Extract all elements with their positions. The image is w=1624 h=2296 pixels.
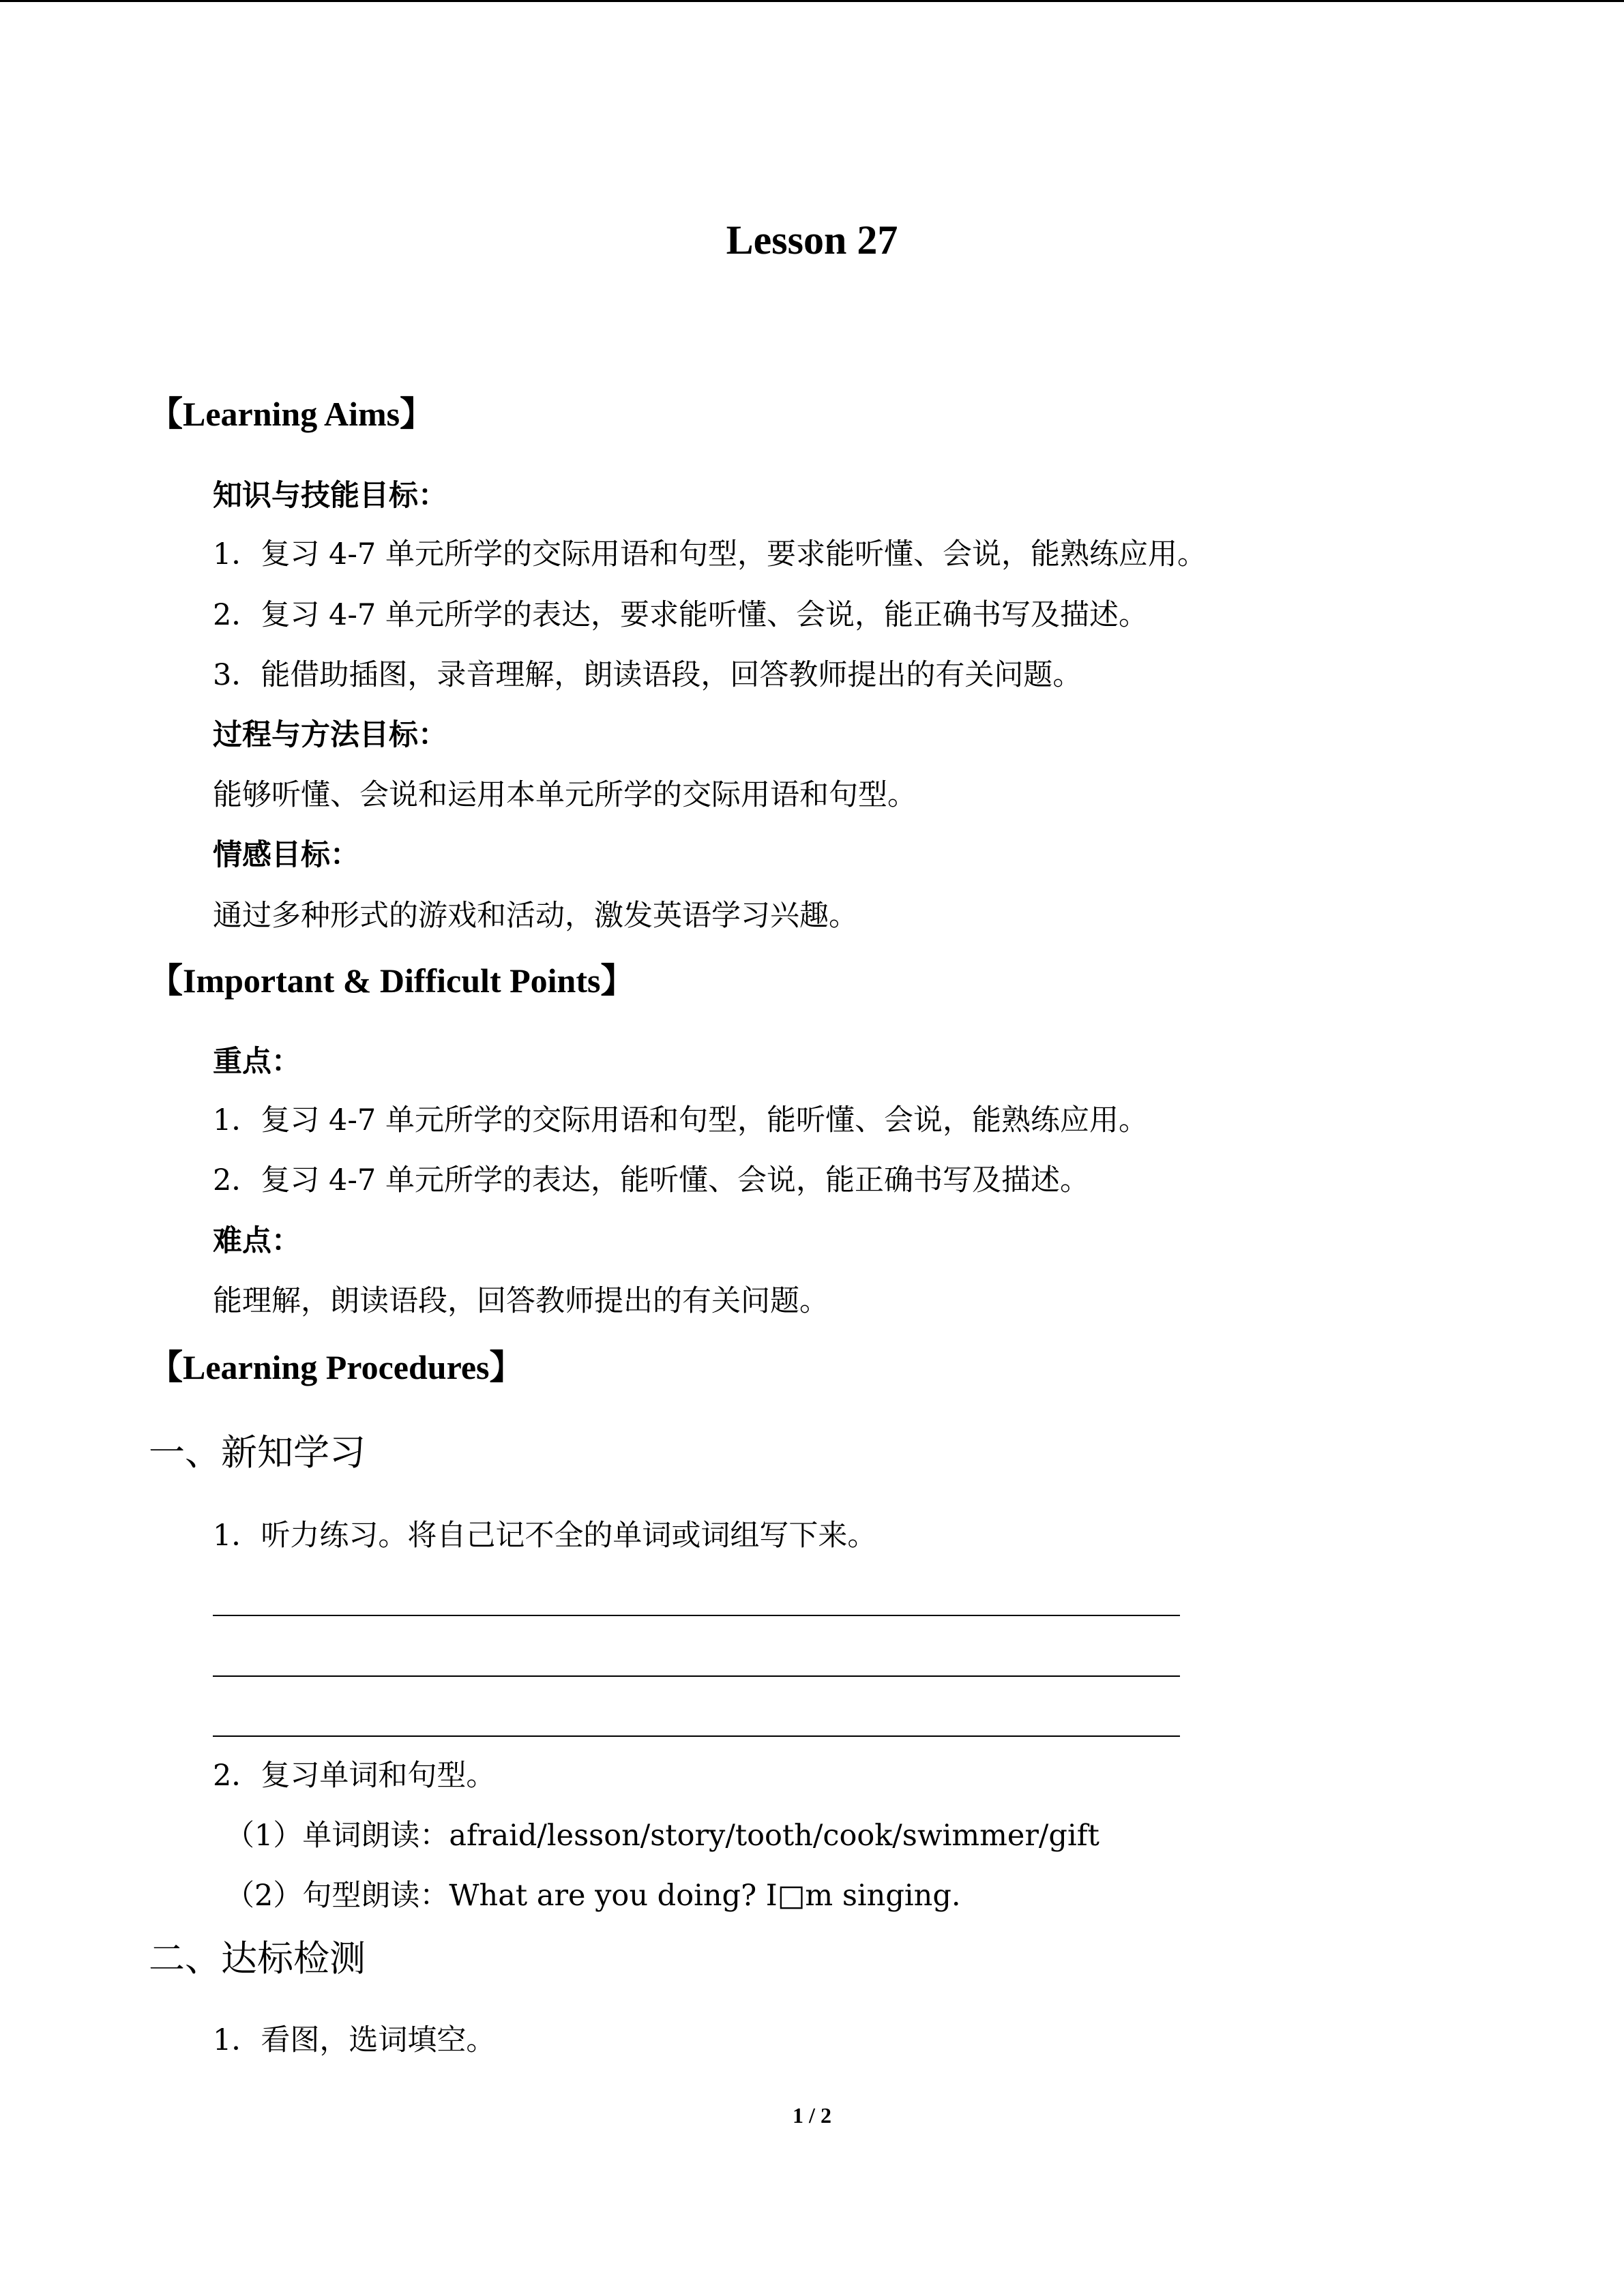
heading-learning-procedures: 【Learning Procedures】 [149, 1348, 524, 1386]
top-border [0, 0, 1624, 2]
knowledge-skill-heading: 知识与技能目标： [213, 479, 447, 513]
part-assessment: 二、达标检测 [149, 1938, 366, 1980]
aim-item-1: 1．复习 4-7 单元所学的交际用语和句型，要求能听懂、会说，能熟练应用。 [213, 537, 1207, 571]
word-reading-subitem: （1）单词朗读：afraid/lesson/story/tooth/cook/swimmer/gift [225, 1819, 1099, 1853]
heading-important-difficult: 【Important & Difficult Points】 [149, 961, 635, 1000]
answer-blank-line[interactable] [213, 1615, 1180, 1616]
review-words-item: 2．复习单词和句型。 [213, 1759, 496, 1793]
emotion-text: 通过多种形式的游戏和活动，激发英语学习兴趣。 [213, 899, 858, 933]
process-method-text: 能够听懂、会说和运用本单元所学的交际用语和句型。 [213, 778, 917, 812]
answer-blank-line[interactable] [213, 1735, 1180, 1737]
page-title: Lesson 27 [726, 218, 898, 263]
listening-practice-item: 1．听力练习。将自己记不全的单词或词组写下来。 [213, 1519, 877, 1553]
key-point-2: 2．复习 4-7 单元所学的表达，能听懂、会说，能正确书写及描述。 [213, 1163, 1089, 1197]
heading-learning-aims: 【Learning Aims】 [149, 395, 434, 433]
key-points-heading: 重点： [213, 1045, 301, 1079]
page-number: 1 / 2 [793, 2103, 831, 2128]
answer-blank-line[interactable] [213, 1675, 1180, 1677]
part-new-knowledge: 一、新知学习 [149, 1432, 366, 1474]
aim-item-2: 2．复习 4-7 单元所学的表达，要求能听懂、会说，能正确书写及描述。 [213, 598, 1148, 632]
aim-item-3: 3．能借助插图，录音理解，朗读语段，回答教师提出的有关问题。 [213, 658, 1082, 692]
difficult-points-heading: 难点： [213, 1224, 301, 1258]
picture-fill-item: 1．看图，选词填空。 [213, 2023, 496, 2057]
process-method-heading: 过程与方法目标： [213, 718, 447, 752]
difficult-point-text: 能理解，朗读语段，回答教师提出的有关问题。 [213, 1284, 829, 1318]
key-point-1: 1．复习 4-7 单元所学的交际用语和句型，能听懂、会说，能熟练应用。 [213, 1103, 1148, 1137]
emotion-heading: 情感目标： [213, 838, 359, 872]
sentence-reading-subitem: （2）句型朗读：What are you doing? I□m singing. [225, 1879, 961, 1913]
